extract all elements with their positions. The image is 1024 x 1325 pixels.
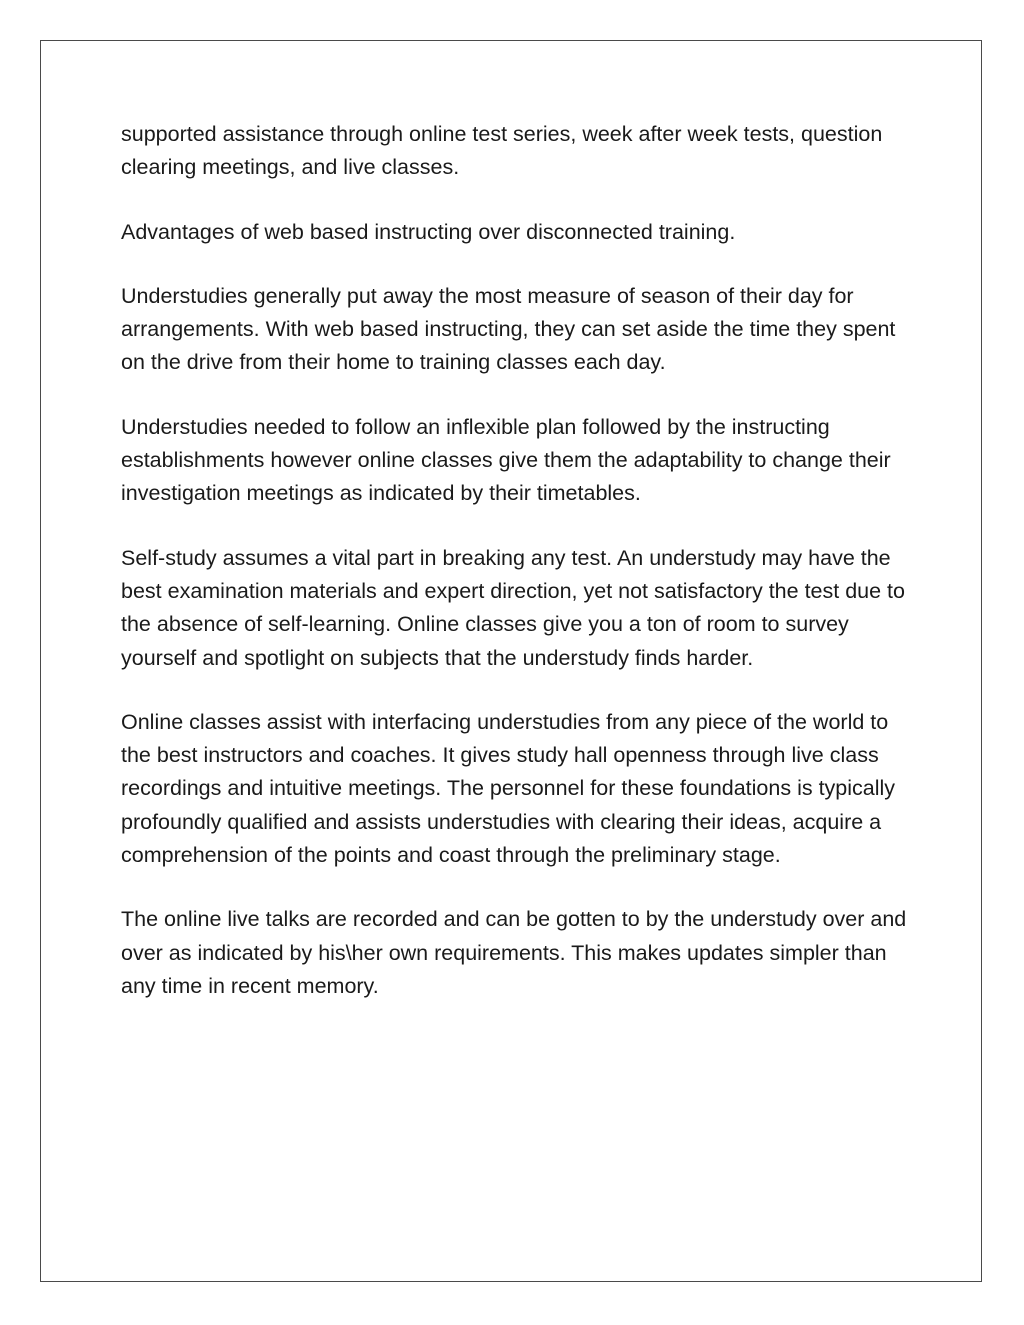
paragraph-intro-continuation: supported assistance through online test series, week after week tests, question clearing meetings, and live classes. (121, 122, 883, 180)
paragraph-advantages-heading: Advantages of web based instructing over disconnected training. (121, 219, 736, 244)
paragraph-self-study: Self-study assumes a vital part in breaking any test. An understudy may have the best examination materials and expert direction, yet not satisfactory the test due to the absence of self-learning. Online classes give you a ton of room to survey yourself and spotlight on subjects that the understudy finds harder. (121, 545, 905, 670)
document-body (121, 118, 911, 1003)
paragraph-flexible-schedule: Understudies needed to follow an inflexible plan followed by the instructing establishments however online classes give them the adaptability to change their investigation meetings as indicated by their timetables. (121, 414, 891, 506)
paragraph-recorded-talks: The online live talks are recorded and can be gotten to by the understudy over and over as indicated by his\her own requirements. This makes updates simpler than any time in recent memory. (121, 907, 907, 998)
paragraph-time-saving: Understudies generally put away the most measure of season of their day for arrangements. With web based instructing, they can set aside the time they spent on the drive from their home to training classes each day. (121, 283, 896, 375)
paragraph-global-access: Online classes assist with interfacing understudies from any piece of the world to the best instructors and coaches. It gives study hall openness through live class recordings and intuitive meetings. The personnel for these foundations is typically profoundly qualified and assists understudies with clearing their ideas, acquire a comprehension of the points and coast through the preliminary stage. (121, 709, 896, 868)
